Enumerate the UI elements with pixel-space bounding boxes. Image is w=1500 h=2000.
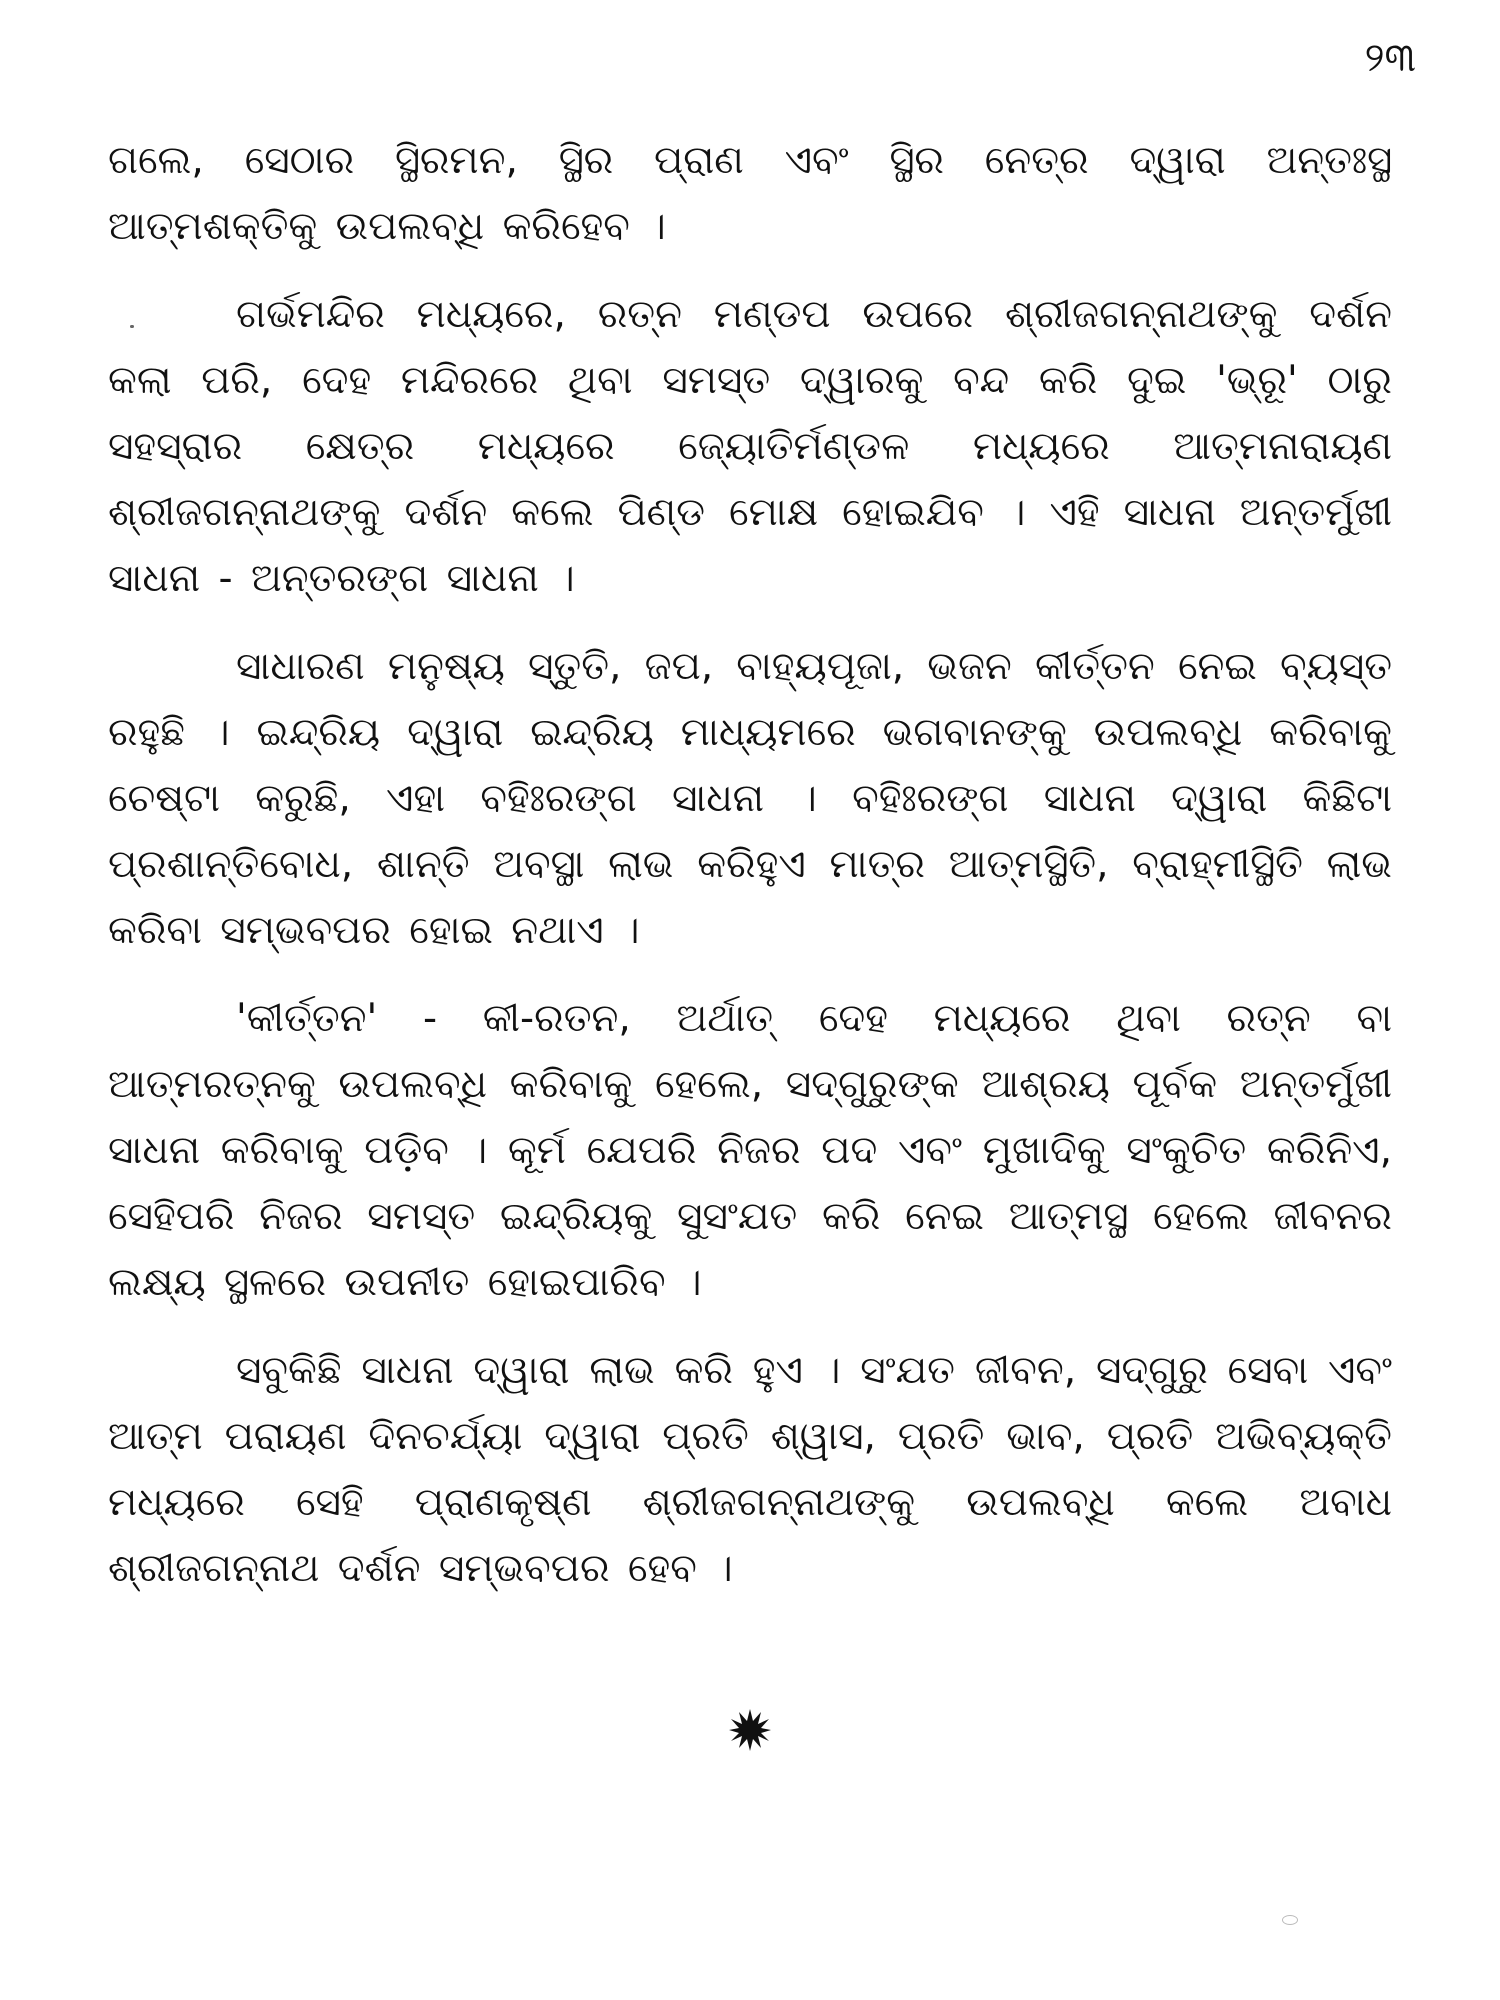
body-text <box>108 128 1392 1624</box>
paragraph-continuation: ଗଲେ, ସେଠାର ସ୍ଥିରମନ, ସ୍ଥିର ପ୍ରାଣ ଏବଂ ସ୍ଥିର ନେତ୍ର ଦ୍ୱାରା ଅନ୍ତଃସ୍ଥ ଆତ୍ମଶକ୍ତିକୁ ଉପଲବ୍ଧି କରିହେବ । <box>108 138 1392 249</box>
page-number: ୨୩ <box>1364 35 1416 81</box>
star-burst-icon <box>728 1708 772 1752</box>
paragraph: ଗର୍ଭମନ୍ଦିର ମଧ୍ୟରେ, ରତ୍ନ ମଣ୍ଡପ ଉପରେ ଶ୍ରୀଜଗନ୍ନାଥଙ୍କୁ ଦର୍ଶନ କଲା ପରି, ଦେହ ମନ୍ଦିରରେ ଥିବା ସମସ୍ତ ଦ୍ୱାରକୁ ବନ୍ଦ କରି ଦୁଇ 'ଭ୍ରୂ' ଠାରୁ ସହସ୍ରାର କ୍ଷେତ୍ର ମଧ୍ୟରେ ଜ୍ୟୋତିର୍ମଣ୍ଡଳ ମଧ୍ୟରେ ଆତ୍ମନାରାୟଣ ଶ୍ରୀଜଗନ୍ନାଥଙ୍କୁ ଦର୍ଶନ କଲେ ପିଣ୍ଡ ମୋକ୍ଷ ହୋଇଯିବ । ଏହି ସାଧନା ଅନ୍ତର୍ମୁଖୀ ସାଧନା - ଅନ୍ତରଙ୍ଗ ସାଧନା । <box>108 292 1392 601</box>
paragraph: ସାଧାରଣ ମନୁଷ୍ୟ ସ୍ତୁତି, ଜପ, ବାହ୍ୟପୂଜା, ଭଜନ କୀର୍ତ୍ତନ ନେଇ ବ୍ୟସ୍ତ ରହୁଛି । ଇନ୍ଦ୍ରିୟ ଦ୍ୱାରା ଇନ୍ଦ୍ରିୟ ମାଧ୍ୟମରେ ଭଗବାନଙ୍କୁ ଉପଲବ୍ଧି କରିବାକୁ ଚେଷ୍ଟା କରୁଛି, ଏହା ବହିଃରଙ୍ଗ ସାଧନା । ବହିଃରଙ୍ଗ ସାଧନା ଦ୍ୱାରା କିଛିଟା ପ୍ରଶାନ୍ତିବୋଧ, ଶାନ୍ତି ଅବସ୍ଥା ଲାଭ କରିହୁଏ ମାତ୍ର ଆତ୍ମସ୍ଥିତି, ବ୍ରାହ୍ମୀସ୍ଥିତି ଲାଭ କରିବା ସମ୍ଭବପର ହୋଇ ନଥାଏ । <box>108 644 1392 953</box>
print-speck <box>1282 1915 1298 1925</box>
paragraph: 'କୀର୍ତ୍ତନ' - କୀ-ରତନ, ଅର୍ଥାତ୍ ଦେହ ମଧ୍ୟରେ ଥିବା ରତ୍ନ ବା ଆତ୍ମରତ୍ନକୁ ଉପଲବ୍ଧି କରିବାକୁ ହେଲେ, ସଦ୍‌ଗୁରୁଙ୍କ ଆଶ୍ରୟ ପୂର୍ବକ ଅନ୍ତର୍ମୁଖୀ ସାଧନା କରିବାକୁ ପଡ଼ିବ । କୂର୍ମ ଯେପରି ନିଜର ପଦ ଏବଂ ମୁଖାଦିକୁ ସଂକୁଚିତ କରିନିଏ, ସେହିପରି ନିଜର ସମସ୍ତ ଇନ୍ଦ୍ରିୟକୁ ସୁସଂଯତ କରି ନେଇ ଆତ୍ମସ୍ଥ ହେଲେ ଜୀବନର ଲକ୍ଷ୍ୟ ସ୍ଥଳରେ ଉପନୀତ ହୋଇପାରିବ । <box>108 996 1392 1305</box>
paragraph: ସବୁକିଛି ସାଧନା ଦ୍ୱାରା ଲାଭ କରି ହୁଏ । ସଂଯତ ଜୀବନ, ସଦ୍‌ଗୁରୁ ସେବା ଏବଂ ଆତ୍ମ ପରାୟଣ ଦିନଚର୍ଯ୍ୟା ଦ୍ୱାରା ପ୍ରତି ଶ୍ୱାସ, ପ୍ରତି ଭାବ, ପ୍ରତି ଅଭିବ୍ୟକ୍ତି ମଧ୍ୟରେ ସେହି ପ୍ରାଣକୃଷ୍ଣ ଶ୍ରୀଜଗନ୍ନାଥଙ୍କୁ ଉପଲବ୍ଧି କଲେ ଅବାଧ ଶ୍ରୀଜଗନ୍ନାଥ ଦର୍ଶନ ସମ୍ଭବପର ହେବ । <box>108 1348 1392 1591</box>
